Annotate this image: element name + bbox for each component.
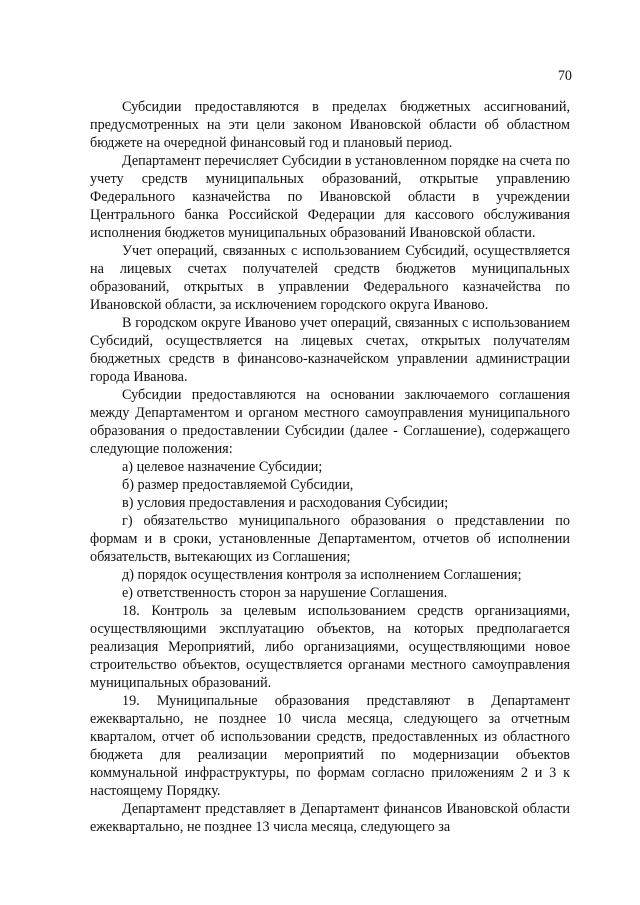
paragraph: Субсидии предоставляются на основании заключаемого соглашения между Департаментом и органом местного самоуправления муниципального образования о предоставлении Субсидии (далее - Соглашение), содержащего следующие положения: [90,387,570,457]
list-item: д) порядок осуществления контроля за исполнением Соглашения; [122,567,522,583]
paragraph: 19. Муниципальные образования представляют в Департамент ежеквартально, не позднее 10 числа месяца, следующего за отчетным кварталом, отчет об использовании средств, предоставленных из областного бюджета для реализации мероприятий по модернизации объектов коммунальной инфраструктуры, по формам согласно приложениям 2 и 3 к настоящему Порядку. [90,693,570,799]
paragraph: Учет операций, связанных с использованием Субсидий, осуществляется на лицевых счетах получателей средств бюджетов муниципальных образований, открытых в управлении Федерального казначейства по Ивановской области, за исключением городского округа Иваново. [90,243,570,313]
list-item: б) размер предоставляемой Субсидии, [122,477,354,493]
list-item: а) целевое назначение Субсидии; [122,459,323,475]
paragraph: 18. Контроль за целевым использованием средств организациями, осуществляющими эксплуатацию объектов, на которых предполагается реализация Мероприятий, либо организациями, осуществляющими новое строительство объектов, осуществляется органами местного самоуправления муниципальных образований. [90,603,570,691]
paragraph: Департамент перечисляет Субсидии в установленном порядке на счета по учету средств муниципальных образований, открытые управлению Федерального казначейства по Ивановской области в учреждении Центрального банка Российской Федерации для кассового обслуживания исполнения бюджетов муниципальных образований Ивановской области. [90,153,571,241]
paragraph: Субсидии предоставляются в пределах бюджетных ассигнований, предусмотренных на эти цели законом Ивановской области об областном бюджете на очередной финансовый год и плановый период. [90,99,570,151]
paragraph: Департамент представляет в Департамент финансов Ивановской области ежеквартально, не позднее 13 числа месяца, следующего за [90,801,570,835]
list-item: е) ответственность сторон за нарушение Соглашения. [122,585,448,601]
list-item: в) условия предоставления и расходования Субсидии; [122,495,449,511]
paragraph: В городском округе Иваново учет операций, связанных с использованием Субсидий, осуществляется на лицевых счетах, открытых получателям бюджетных средств в финансово-казначейском управлении администрации города Иванова. [90,315,570,385]
document-body [90,98,570,836]
page-number: 70 [557,68,572,84]
list-item: г) обязательство муниципального образования о представлении по формам и в сроки, установленные Департаментом, отчетов об исполнении обязательств, вытекающих из Соглашения; [90,513,570,565]
